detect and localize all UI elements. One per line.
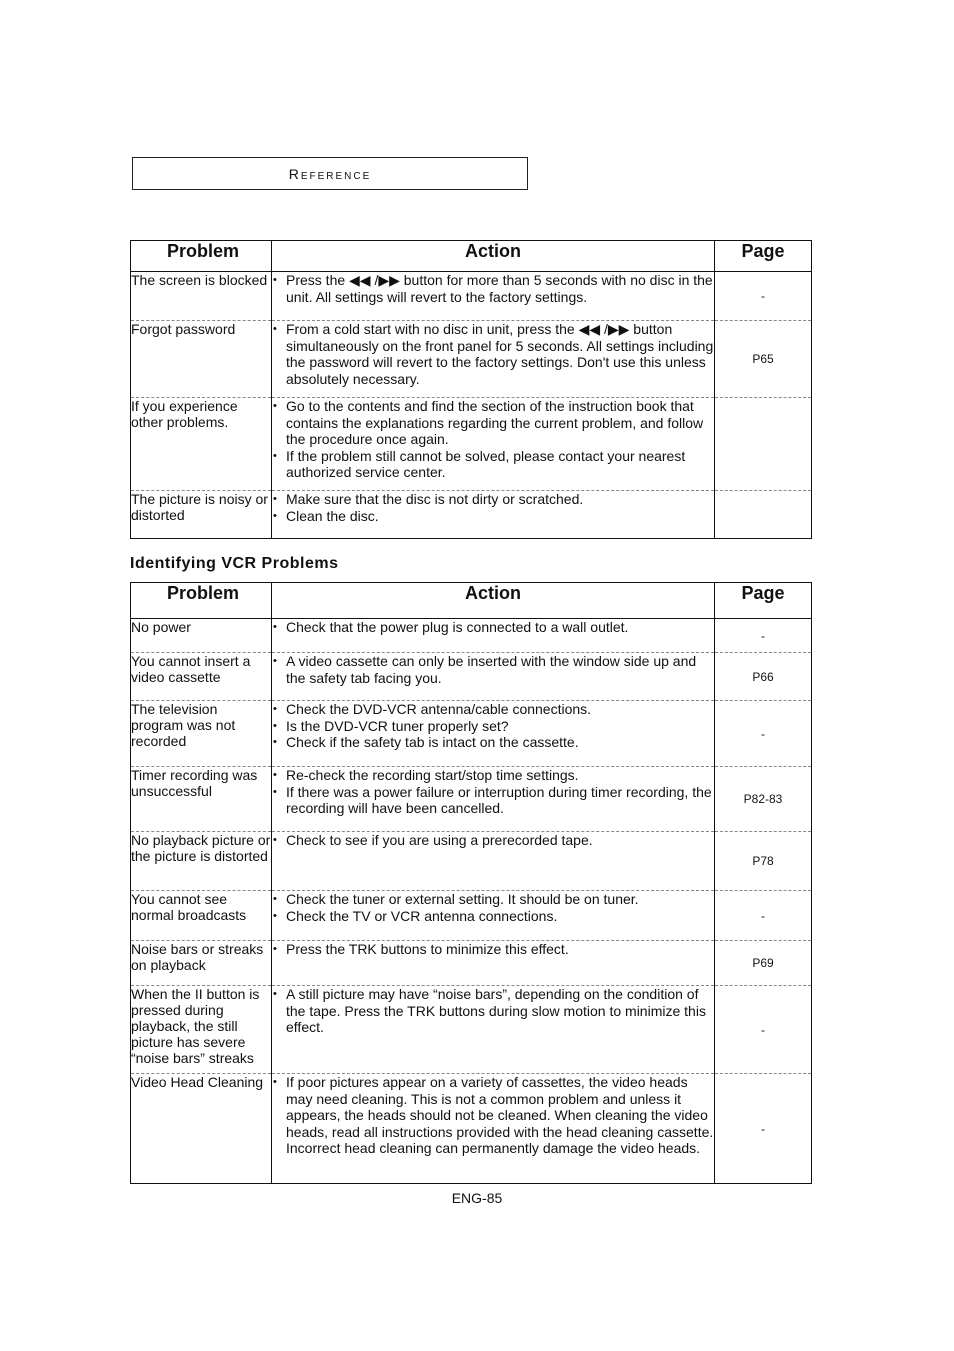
action-item: • From a cold start with no disc in unit, press the ◀◀ /▶▶ button simultaneously on the front panel for 5 seconds. All settings including the password will revert to the factory settings. Don't use this unless absolutely necessary.: [272, 321, 714, 387]
action-item: • Press the TRK buttons to minimize this effect.: [272, 941, 714, 958]
page-reference-cell: P78: [715, 832, 812, 891]
table-row: [131, 398, 812, 491]
action-cell: [272, 767, 715, 832]
problem-cell: You cannot see normal broadcasts: [131, 891, 272, 941]
table-row: [131, 619, 812, 653]
page-reference-cell: -: [715, 986, 812, 1074]
action-item: • Check the tuner or external setting. It should be on tuner.: [272, 891, 714, 908]
page-reference-cell: P82-83: [715, 767, 812, 832]
problem-cell: If you experience other problems.: [131, 398, 272, 491]
action-item: • Check the TV or VCR antenna connections.: [272, 908, 714, 925]
column-header-action: Action: [272, 241, 715, 272]
action-item: • Clean the disc.: [272, 508, 714, 525]
page-number: ENG-85: [451, 1190, 503, 1206]
action-cell: [272, 986, 715, 1074]
problem-cell: Timer recording was unsuccessful: [131, 767, 272, 832]
action-item: • Check that the power plug is connected to a wall outlet.: [272, 619, 714, 636]
page-reference-cell: -: [715, 272, 812, 321]
action-item: • Go to the contents and find the section of the instruction book that contains the explanations regarding the current problem, and follow the procedure once again.: [272, 398, 714, 448]
problem-cell: No power: [131, 619, 272, 653]
action-item: • If the problem still cannot be solved, please contact your nearest authorized service center.: [272, 448, 714, 481]
problem-cell: You cannot insert a video cassette: [131, 653, 272, 701]
page-reference-cell: -: [715, 1074, 812, 1184]
action-list: [272, 1074, 714, 1157]
action-list: [272, 941, 714, 958]
problem-cell: No playback picture or the picture is distorted: [131, 832, 272, 891]
table-row: [131, 272, 812, 321]
action-cell: [272, 619, 715, 653]
action-list: [272, 986, 714, 1036]
problem-cell: When the II button is pressed during playback, the still picture has severe “noise bars” streaks: [131, 986, 272, 1074]
action-cell: [272, 398, 715, 491]
action-list: [272, 272, 714, 305]
column-header-problem: Problem: [131, 583, 272, 619]
action-list: [272, 491, 714, 524]
reference-header-box: [132, 157, 528, 190]
page-reference-cell: P69: [715, 941, 812, 986]
page-reference-cell: -: [715, 701, 812, 767]
action-list: [272, 891, 714, 924]
action-list: [272, 832, 714, 849]
page-reference-cell: [715, 491, 812, 539]
page-reference-cell: -: [715, 891, 812, 941]
action-item: • A video cassette can only be inserted with the window side up and the safety tab facing you.: [272, 653, 714, 686]
page-reference-cell: P66: [715, 653, 812, 701]
action-item: • Check the DVD-VCR antenna/cable connections.: [272, 701, 714, 718]
reference-header-label: Reference: [288, 166, 372, 182]
action-cell: [272, 491, 715, 539]
action-item: • Check if the safety tab is intact on the cassette.: [272, 734, 714, 751]
section-title: Identifying VCR Problems: [130, 555, 339, 572]
action-cell: [272, 832, 715, 891]
vcr-troubleshooting-table: [130, 582, 812, 1184]
action-item: • Make sure that the disc is not dirty or scratched.: [272, 491, 714, 508]
action-cell: [272, 891, 715, 941]
table-row: [131, 767, 812, 832]
action-item: • Re-check the recording start/stop time settings.: [272, 767, 714, 784]
page-reference-cell: [715, 398, 812, 491]
column-header-page: Page: [715, 241, 812, 272]
action-list: [272, 653, 714, 686]
action-item: • A still picture may have “noise bars”, depending on the condition of the tape. Press the TRK buttons during slow motion to minimize this effect.: [272, 986, 714, 1036]
problem-cell: The picture is noisy or distorted: [131, 491, 272, 539]
action-item: • If poor pictures appear on a variety of cassettes, the video heads may need cleaning. This is not a common problem and unless it appears, the heads should not be cleaned. When cleaning the video heads, read all instructions provided with the head cleaning cassette. Incorrect head cleaning can permanently damage the video heads.: [272, 1074, 714, 1157]
problem-cell: Forgot password: [131, 321, 272, 398]
action-item: • Is the DVD-VCR tuner properly set?: [272, 718, 714, 735]
action-item: • Check to see if you are using a prerecorded tape.: [272, 832, 714, 849]
page-reference-cell: P65: [715, 321, 812, 398]
table-row: [131, 653, 812, 701]
action-item: • Press the ◀◀ /▶▶ button for more than 5 seconds with no disc in the unit. All settings will revert to the factory settings.: [272, 272, 714, 305]
action-cell: [272, 272, 715, 321]
table-row: [131, 891, 812, 941]
problem-cell: Noise bars or streaks on playback: [131, 941, 272, 986]
action-list: [272, 398, 714, 481]
column-header-problem: Problem: [131, 241, 272, 272]
table-row: [131, 1074, 812, 1184]
table-row: [131, 491, 812, 539]
table-row: [131, 832, 812, 891]
problem-cell: The screen is blocked: [131, 272, 272, 321]
table-row: [131, 701, 812, 767]
action-cell: [272, 941, 715, 986]
action-cell: [272, 321, 715, 398]
action-cell: [272, 1074, 715, 1184]
action-list: [272, 701, 714, 751]
table-row: [131, 321, 812, 398]
action-item: • If there was a power failure or interruption during timer recording, the recording will have been cancelled.: [272, 784, 714, 817]
disc-troubleshooting-table: [130, 240, 812, 539]
action-cell: [272, 653, 715, 701]
action-list: [272, 619, 714, 636]
table-row: [131, 941, 812, 986]
column-header-action: Action: [272, 583, 715, 619]
table-row: [131, 986, 812, 1074]
problem-cell: The television program was not recorded: [131, 701, 272, 767]
action-list: [272, 321, 714, 387]
problem-cell: Video Head Cleaning: [131, 1074, 272, 1184]
action-cell: [272, 701, 715, 767]
page-reference-cell: -: [715, 619, 812, 653]
column-header-page: Page: [715, 583, 812, 619]
action-list: [272, 767, 714, 817]
